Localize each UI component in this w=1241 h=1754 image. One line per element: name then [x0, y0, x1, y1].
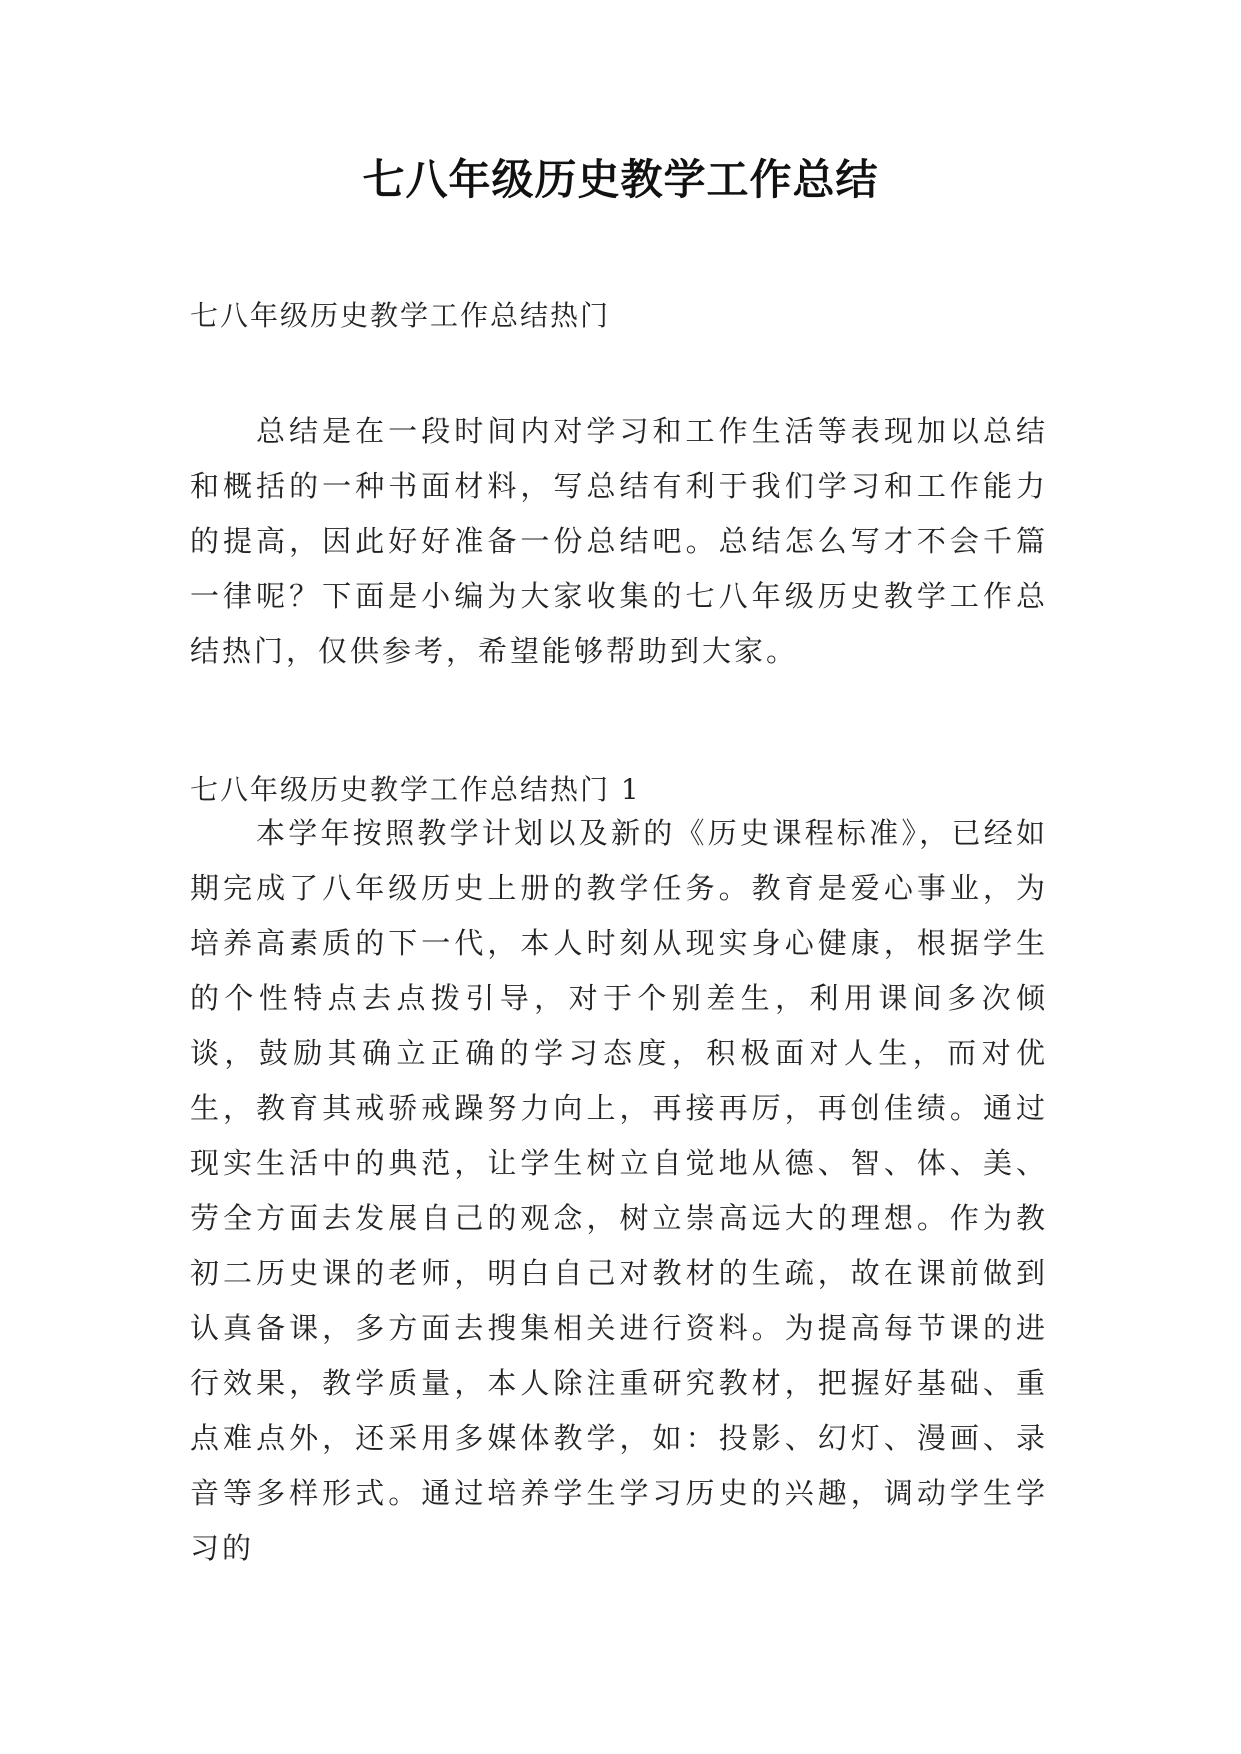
section-body-1: 本学年按照教学计划以及新的《历史课程标准》，已经如期完成了八年级历史上册的教学任务。教育是爱心事业，为培养高素质的下一代，本人时刻从现实身心健康，根据学生的个性特点去点拨引导，对于个别差生，利用课间多次倾谈，鼓励其确立正确的学习态度，积极面对人生，而对优生，教育其戒骄戒躁努力向上，再接再厉，再创佳绩。通过现实生活中的典范，让学生树立自觉地从德、智、体、美、劳全方面去发展自己的观念，树立崇高远大的理想。作为教初二历史课的老师，明白自己对教材的生疏，故在课前做到认真备课，多方面去搜集相关进行资料。为提高每节课的进行效果，教学质量，本人除注重研究教材，把握好基础、重点难点外，还采用多媒体教学，如：投影、幻灯、漫画、录音等多样形式。通过培养学生学习历史的兴趣，调动学生学习的	[190, 816, 1048, 1565]
document-subtitle: 七八年级历史教学工作总结热门	[190, 299, 611, 332]
intro-paragraph: 总结是在一段时间内对学习和工作生活等表现加以总结和概括的一种书面材料，写总结有利于我们学习和工作能力的提高，因此好好准备一份总结吧。总结怎么写才不会千篇一律呢？下面是小编为大家收集的七八年级历史教学工作总结热门，仅供参考，希望能够帮助到大家。	[190, 414, 1048, 668]
section-heading-1: 七八年级历史教学工作总结热门 1	[190, 773, 641, 806]
document-title: 七八年级历史教学工作总结	[362, 155, 879, 204]
